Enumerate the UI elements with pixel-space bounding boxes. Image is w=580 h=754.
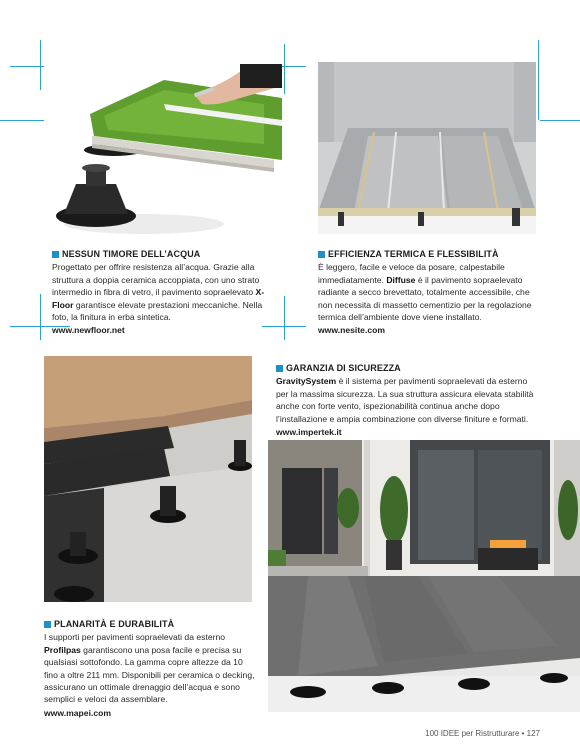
product-name: X-Floor: [52, 287, 265, 310]
section-heading: EFFICIENZA TERMICA E FLESSIBILITÀ: [318, 248, 544, 260]
accent-square-icon: [52, 251, 59, 258]
gravitysystem-terrace-photo: [268, 440, 580, 712]
section-body: [318, 261, 544, 323]
product-name: Diffuse: [386, 274, 416, 285]
text-run: Progettato per offrire resistenza all’acqua. Grazie alla struttura a doppia ceramica accoppiata, con uno strato intermedio in fibra di vetro, il pavimento sopraelevato: [52, 262, 260, 298]
crop-line: [0, 120, 44, 121]
accent-square-icon: [44, 621, 51, 628]
section-body: [52, 261, 280, 323]
accent-square-icon: [276, 365, 283, 372]
section-body: [276, 375, 540, 425]
section-heading: GARANZIA DI SICUREZZA: [276, 362, 540, 374]
profilpas-pedestals-photo: [44, 356, 252, 602]
section-url[interactable]: www.newfloor.net: [52, 325, 125, 336]
diffuse-floor-photo: [318, 62, 536, 234]
crop-line: [284, 296, 285, 340]
crop-line: [40, 294, 41, 340]
text-run: garantiscono una posa facile e precisa su qualsiasi sottofondo. La gamma copre altezze da 10 fino a oltre 211 mm. Disponibili per ceramica o decking, assicurano un ottimale drenaggio dell’acqua e sono semplici e veloci da assemblare.: [44, 644, 255, 705]
section-heading: NESSUN TIMORE DELL’ACQUA: [52, 248, 280, 260]
text-run: È leggero, facile e veloce da posare, calpestabile immediatamente.: [318, 262, 505, 285]
product-name: GravitySystem: [276, 376, 337, 387]
crop-line: [40, 40, 41, 90]
page-footer: 100 IDEE per Ristrutturare • 127: [425, 729, 540, 738]
crop-line: [540, 120, 580, 121]
section-profilpas: [44, 618, 256, 719]
crop-line: [538, 40, 539, 120]
product-name: Profilpas: [44, 644, 81, 655]
accent-square-icon: [318, 251, 325, 258]
section-url[interactable]: www.nesite.com: [318, 325, 386, 336]
section-xfloor: [52, 248, 280, 337]
section-url[interactable]: www.mapei.com: [44, 707, 112, 718]
section-body: [44, 631, 256, 705]
section-diffuse: [318, 248, 544, 337]
crop-line: [284, 44, 285, 94]
section-gravitysystem: [276, 362, 540, 438]
section-url[interactable]: www.impertek.it: [276, 427, 342, 438]
section-heading: PLANARITÀ E DURABILITÀ: [44, 618, 256, 630]
text-run: è il sistema per pavimenti sopraelevati da esterno per la massima sicurezza. La sua struttura assicura elevata stabilità anche con forte vento, ispezionabilità continua anche dopo l’installazione e ampia combinazione con diverse finiture e formati.: [276, 376, 534, 424]
text-run: garantisce elevate prestazioni meccaniche. Nella foto, la finitura in erba sintetica.: [52, 299, 263, 323]
text-run: I supporti per pavimenti sopraelevati da esterno: [44, 632, 226, 643]
text-run: è il pavimento sopraelevato radiante a secco brevettato, totalmente accessibile, che non necessita di massetto cementizio per la regolazione termica dell’ambiente dove viene installato.: [318, 274, 532, 323]
xfloor-product-photo: [44, 64, 282, 242]
